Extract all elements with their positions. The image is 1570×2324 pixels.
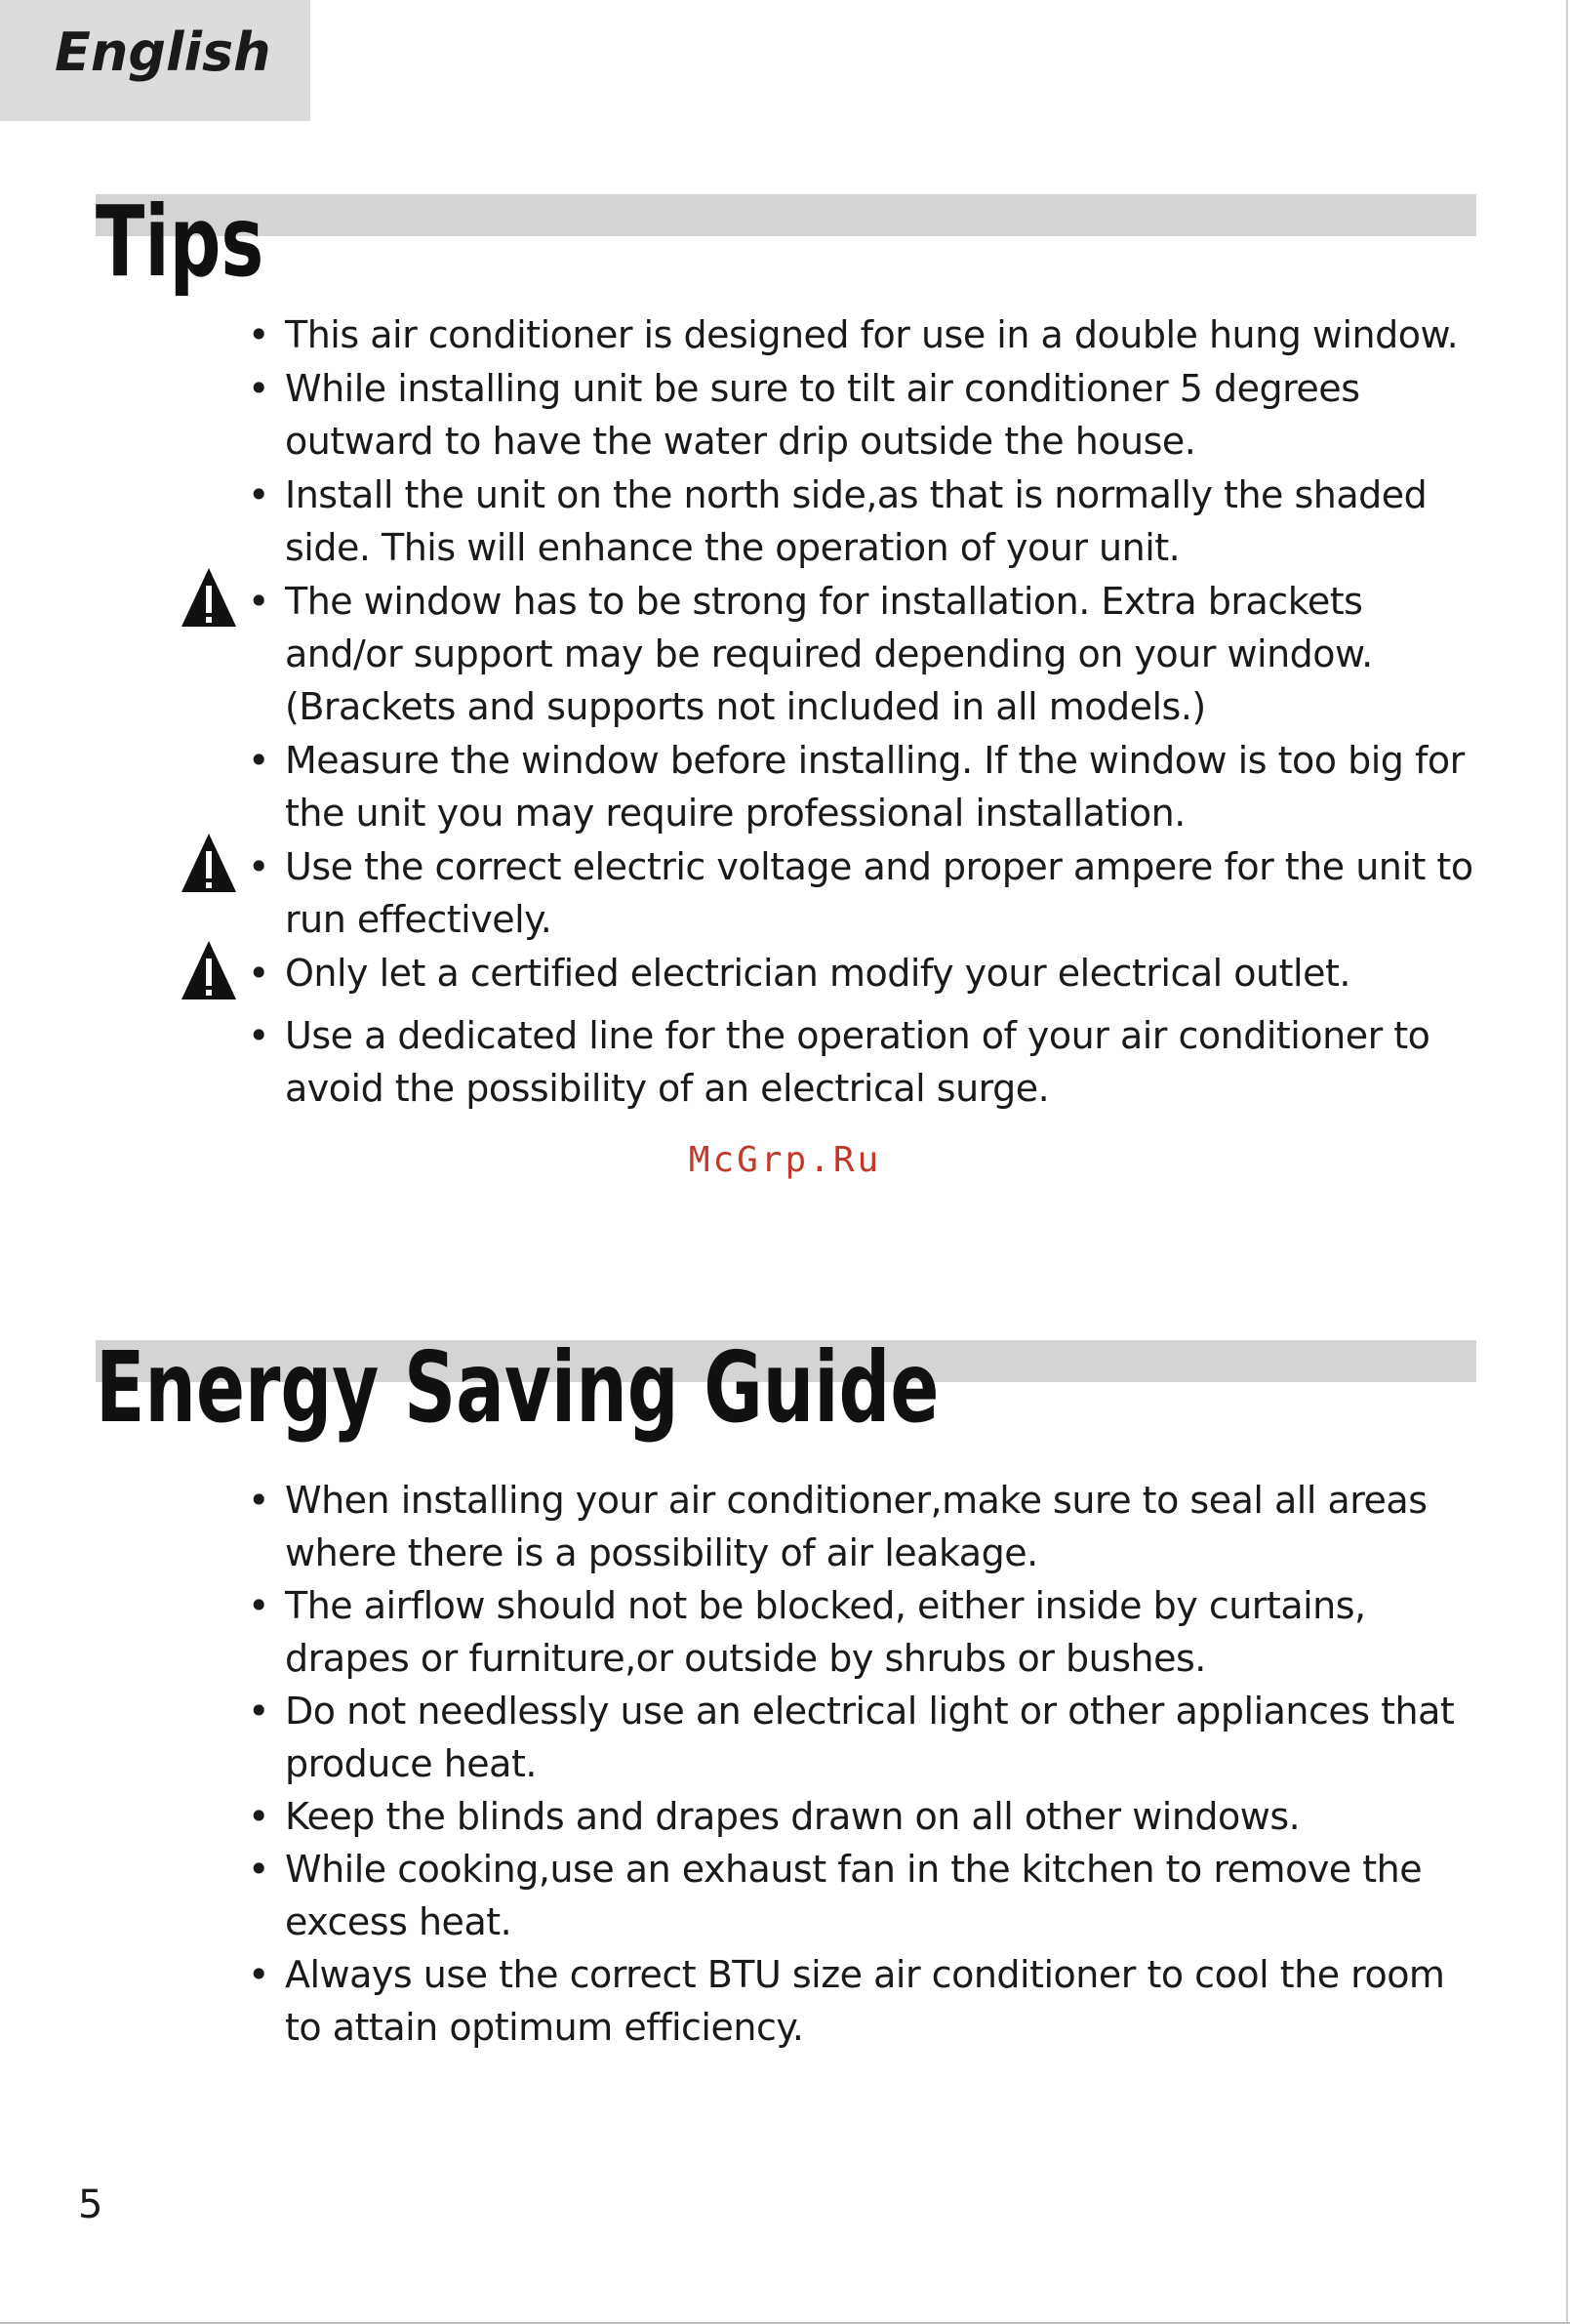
list-item: • The airflow should not be blocked, either inside by curtains, drapes or furniture,or outside by shrubs or bushes. xyxy=(246,1579,1475,1685)
list-item: • This air conditioner is designed for use in a double hung window. xyxy=(246,308,1475,361)
list-item: • Keep the blinds and drapes drawn on all other windows. xyxy=(246,1790,1475,1843)
list-item: • While installing unit be sure to tilt air conditioner 5 degrees outward to have the water drip outside the house. xyxy=(246,362,1475,468)
energy-heading: Energy Saving Guide xyxy=(96,1330,940,1445)
list-item: • While cooking,use an exhaust fan in the kitchen to remove the excess heat. xyxy=(246,1843,1475,1948)
list-item: • Install the unit on the north side,as that is normally the shaded side. This will enhance the operation of your unit. xyxy=(246,469,1475,574)
energy-list xyxy=(246,1474,1475,2054)
list-item: • Use a dedicated line for the operation of your air conditioner to avoid the possibility of an electrical surge. xyxy=(246,1009,1475,1115)
tips-list xyxy=(246,308,1475,1116)
list-item: • The window has to be strong for installation. Extra brackets and/or support may be required depending on your window. (Brackets and supports not included in all models.) xyxy=(246,575,1475,733)
watermark-text: McGrp.Ru xyxy=(688,1140,882,1180)
list-item: • Only let a certified electrician modify your electrical outlet. xyxy=(246,947,1475,999)
tips-heading: Tips xyxy=(96,184,264,299)
language-label: English xyxy=(55,21,271,83)
tips-title-band xyxy=(96,194,1476,236)
page-number: 5 xyxy=(78,2182,103,2227)
list-item: • When installing your air conditioner,make sure to seal all areas where there is a possibility of air leakage. xyxy=(246,1474,1475,1579)
list-item: • Use the correct electric voltage and proper ampere for the unit to run effectively. xyxy=(246,840,1475,946)
list-item: • Do not needlessly use an electrical light or other appliances that produce heat. xyxy=(246,1685,1475,1790)
warning-triangle-icon xyxy=(180,939,238,1001)
list-item: • Measure the window before installing. If the window is too big for the unit you may require professional installation. xyxy=(246,734,1475,839)
language-tab xyxy=(0,0,310,121)
list-item: • Always use the correct BTU size air conditioner to cool the room to attain optimum efficiency. xyxy=(246,1948,1475,2054)
warning-triangle-icon xyxy=(180,832,238,894)
warning-triangle-icon xyxy=(180,566,238,629)
